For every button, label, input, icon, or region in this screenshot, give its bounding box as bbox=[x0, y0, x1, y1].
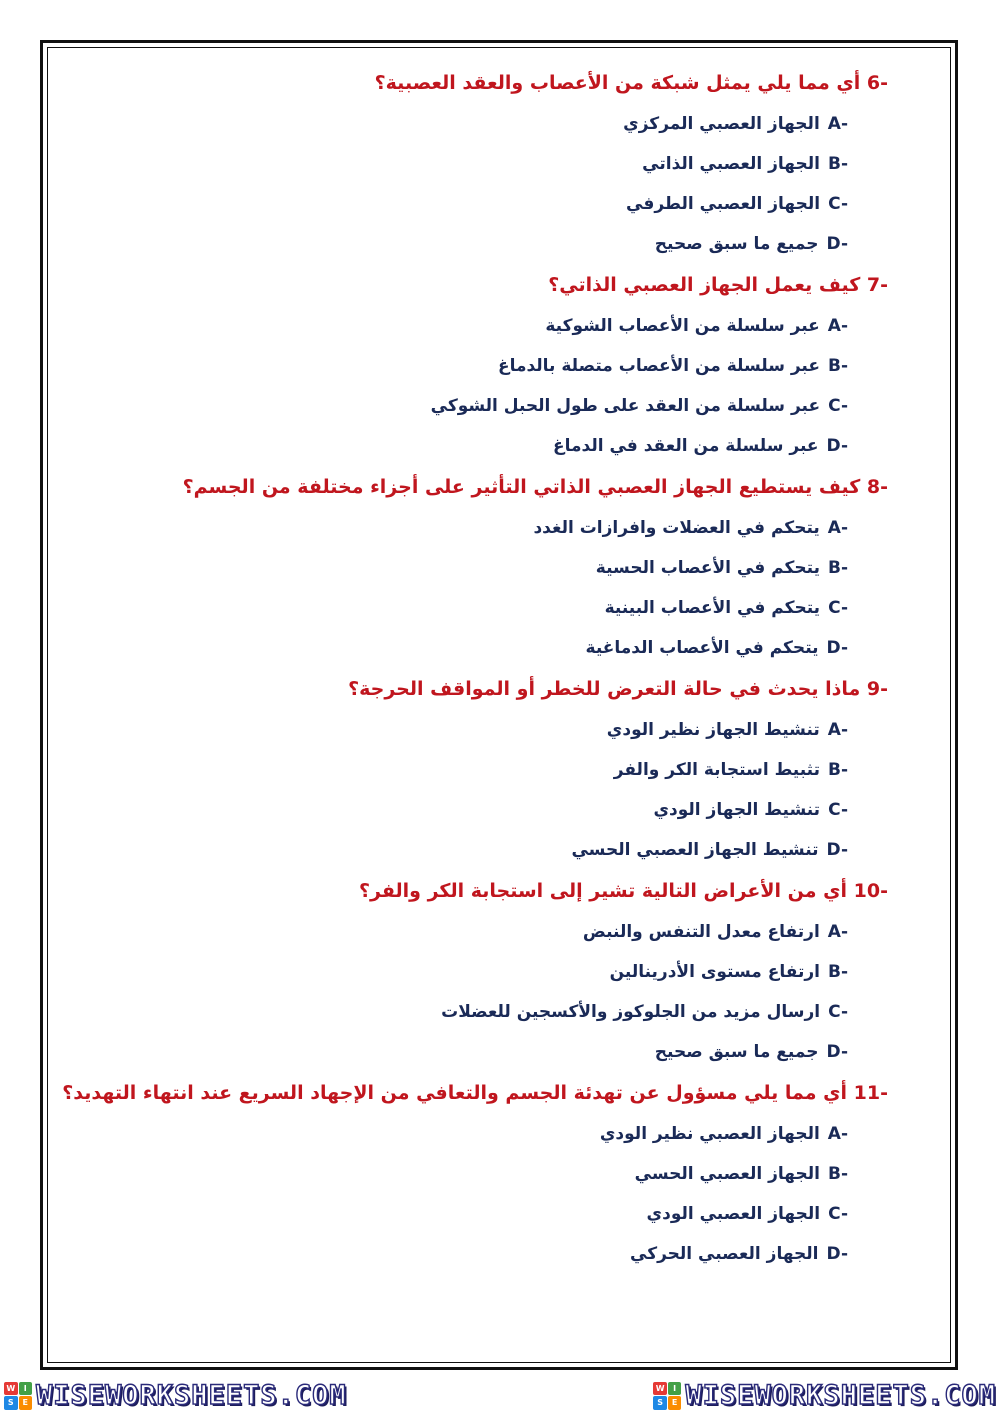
option-b[interactable] bbox=[60, 750, 888, 790]
option-letter: C- bbox=[828, 800, 848, 820]
option-text: يتحكم في العضلات وافرازات الغدد bbox=[533, 518, 820, 538]
brand-text: WISEWORKSHEETS.COM bbox=[36, 1380, 347, 1411]
option-letter: D- bbox=[826, 436, 848, 456]
option-c[interactable] bbox=[60, 790, 888, 830]
option-d[interactable] bbox=[60, 224, 888, 264]
option-b[interactable] bbox=[60, 1154, 888, 1194]
option-letter: C- bbox=[828, 1002, 848, 1022]
option-a[interactable] bbox=[60, 710, 888, 750]
option-b[interactable] bbox=[60, 346, 888, 386]
option-letter: D- bbox=[826, 840, 848, 860]
option-text: يتحكم في الأعصاب الدماغية bbox=[585, 638, 819, 658]
question-6 bbox=[60, 62, 888, 264]
option-c[interactable] bbox=[60, 1194, 888, 1234]
option-letter: A- bbox=[827, 316, 848, 336]
option-letter: C- bbox=[828, 194, 848, 214]
option-d[interactable] bbox=[60, 830, 888, 870]
option-text: الجهاز العصبي الحسي bbox=[634, 1164, 820, 1184]
worksheet-content bbox=[60, 62, 888, 1274]
option-a[interactable] bbox=[60, 104, 888, 144]
option-b[interactable] bbox=[60, 548, 888, 588]
option-c[interactable] bbox=[60, 992, 888, 1032]
option-c[interactable] bbox=[60, 588, 888, 628]
option-text: يتحكم في الأعصاب البينية bbox=[604, 598, 821, 618]
option-letter: B- bbox=[827, 962, 848, 982]
question-text: ماذا يحدث في حالة التعرض للخطر أو المواقف الحرجة؟ bbox=[348, 678, 861, 700]
question-9 bbox=[60, 668, 888, 870]
option-text: عبر سلسلة من العقد في الدماغ bbox=[553, 436, 819, 456]
question-number: 8- bbox=[866, 476, 888, 498]
question-number: 11- bbox=[853, 1082, 888, 1104]
option-text: الجهاز العصبي الطرفي bbox=[626, 194, 821, 214]
brand-right[interactable] bbox=[653, 1381, 996, 1411]
option-a[interactable] bbox=[60, 306, 888, 346]
question-7 bbox=[60, 264, 888, 466]
option-b[interactable] bbox=[60, 952, 888, 992]
option-text: الجهاز العصبي نظير الودي bbox=[599, 1124, 820, 1144]
option-text: عبر سلسلة من الأعصاب الشوكية bbox=[545, 316, 820, 336]
question-10 bbox=[60, 870, 888, 1072]
option-a[interactable] bbox=[60, 912, 888, 952]
option-text: ارتفاع معدل التنفس والنبض bbox=[582, 922, 820, 942]
option-letter: D- bbox=[826, 1042, 848, 1062]
option-a[interactable] bbox=[60, 1114, 888, 1154]
option-text: تنشيط الجهاز العصبي الحسي bbox=[571, 840, 819, 860]
option-letter: B- bbox=[827, 154, 848, 174]
wiseworksheets-logo-icon: W I S E bbox=[653, 1382, 681, 1410]
question-text: كيف يستطيع الجهاز العصبي الذاتي التأثير على أجزاء مختلفة من الجسم؟ bbox=[182, 476, 861, 498]
question-number: 6- bbox=[866, 72, 888, 94]
option-text: ارتفاع مستوى الأدرينالين bbox=[609, 962, 820, 982]
footer-watermark bbox=[0, 1378, 1000, 1413]
option-letter: B- bbox=[827, 1164, 848, 1184]
option-text: ارسال مزيد من الجلوكوز والأكسجين للعضلات bbox=[441, 1002, 821, 1022]
option-d[interactable] bbox=[60, 1234, 888, 1274]
option-letter: B- bbox=[827, 356, 848, 376]
option-text: الجهاز العصبي المركزي bbox=[623, 114, 820, 134]
option-d[interactable] bbox=[60, 628, 888, 668]
question-text: أي مما يلي يمثل شبكة من الأعصاب والعقد العصبية؟ bbox=[374, 72, 861, 94]
option-letter: D- bbox=[826, 638, 848, 658]
question-text: كيف يعمل الجهاز العصبي الذاتي؟ bbox=[548, 274, 861, 296]
option-text: الجهاز العصبي الذاتي bbox=[642, 154, 820, 174]
option-text: الجهاز العصبي الحركي bbox=[630, 1244, 819, 1264]
option-text: الجهاز العصبي الودي bbox=[646, 1204, 821, 1224]
option-c[interactable] bbox=[60, 184, 888, 224]
option-letter: A- bbox=[827, 114, 848, 134]
option-letter: A- bbox=[827, 518, 848, 538]
question-8 bbox=[60, 466, 888, 668]
wiseworksheets-logo-icon: W I S E bbox=[4, 1382, 32, 1410]
question-text: أي من الأعراض التالية تشير إلى استجابة الكر والفر؟ bbox=[359, 880, 848, 902]
option-text: تنشيط الجهاز الودي bbox=[653, 800, 821, 820]
option-letter: C- bbox=[828, 1204, 848, 1224]
brand-text: WISEWORKSHEETS.COM bbox=[685, 1380, 996, 1411]
option-text: تثبيط استجابة الكر والفر bbox=[613, 760, 820, 780]
option-letter: D- bbox=[826, 234, 848, 254]
question-text: أي مما يلي مسؤول عن تهدئة الجسم والتعافي من الإجهاد السريع عند انتهاء التهديد؟ bbox=[62, 1082, 848, 1104]
option-text: يتحكم في الأعصاب الحسية bbox=[595, 558, 820, 578]
brand-left[interactable] bbox=[4, 1381, 347, 1411]
option-letter: A- bbox=[827, 922, 848, 942]
option-text: جميع ما سبق صحيح bbox=[654, 234, 819, 254]
option-a[interactable] bbox=[60, 508, 888, 548]
option-text: عبر سلسلة من الأعصاب متصلة بالدماغ bbox=[497, 356, 820, 376]
option-letter: C- bbox=[828, 396, 848, 416]
option-b[interactable] bbox=[60, 144, 888, 184]
question-number: 9- bbox=[866, 678, 888, 700]
option-c[interactable] bbox=[60, 386, 888, 426]
option-text: عبر سلسلة من العقد على طول الحبل الشوكي bbox=[430, 396, 821, 416]
option-d[interactable] bbox=[60, 426, 888, 466]
question-number: 7- bbox=[866, 274, 888, 296]
question-number: 10- bbox=[853, 880, 888, 902]
option-letter: A- bbox=[827, 720, 848, 740]
question-11 bbox=[60, 1072, 888, 1274]
option-letter: D- bbox=[826, 1244, 848, 1264]
option-text: جميع ما سبق صحيح bbox=[654, 1042, 819, 1062]
option-letter: A- bbox=[827, 1124, 848, 1144]
option-d[interactable] bbox=[60, 1032, 888, 1072]
option-letter: C- bbox=[828, 598, 848, 618]
option-letter: B- bbox=[827, 558, 848, 578]
option-letter: B- bbox=[827, 760, 848, 780]
option-text: تنشيط الجهاز نظير الودي bbox=[606, 720, 820, 740]
